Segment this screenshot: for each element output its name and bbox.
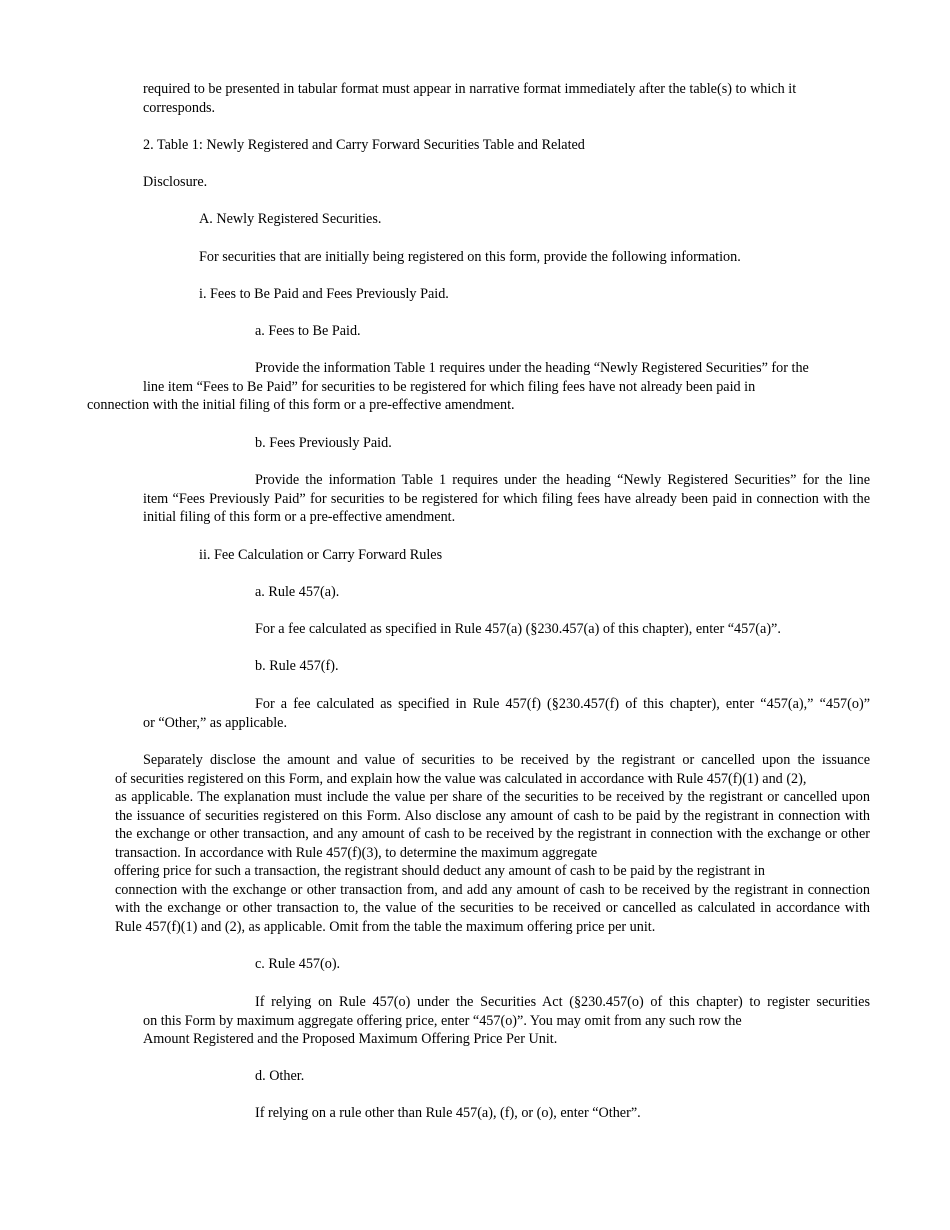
line: connection with the exchange or other transaction from, and add any amount of cash to be received by the registrant in connection with the exchange or other transaction to, the value of the securities to be received or cancelled as calculated in accordance with Rule 457(f)(1) and (2), as applicable. Omit from the table the maximum offering price per unit.: [115, 881, 870, 935]
line: offering price for such a transaction, the registrant should deduct any amount of cash to be paid by the registrant in: [114, 863, 765, 879]
line: as applicable. The explanation must include the value per share of the securities to be received by the registrant or cancelled upon the issuance of securities registered on this Form. Also disclose any amount of cash to be paid by the registrant in connection with the exchange or other transaction, and any amount of cash to be received by the registrant in connection with the exchange or other transaction. In accordance with Rule 457(f)(3), to determine the maximum aggregate: [115, 789, 870, 861]
line: For a fee calculated as specified in Rule 457(f) (§230.457(f) of this chapter), enter “457(a),” “457(o)”: [255, 696, 870, 712]
subheading-fees-to-be-paid-and-previously-paid: i. Fees to Be Paid and Fees Previously Paid.: [199, 286, 449, 302]
subheading-other: d. Other.: [255, 1068, 305, 1084]
paragraph-tabular-format: [87, 80, 870, 117]
line: of securities registered on this Form, and explain how the value was calculated in accordance with Rule 457(f)(1) and (2),: [115, 770, 807, 787]
paragraph-separately-disclose: [87, 751, 870, 936]
paragraph-rule-457o: [87, 993, 870, 1049]
paragraph-fees-previously-paid: [87, 471, 870, 527]
line: Separately disclose the amount and value of securities to be received by the registrant or cancelled upon the issuance: [143, 752, 870, 768]
subheading-newly-registered: A. Newly Registered Securities.: [199, 211, 382, 227]
line: connection with the initial filing of this form or a pre-effective amendment.: [87, 397, 515, 413]
line: Provide the information Table 1 requires under the heading “Newly Registered Securities” for the: [255, 360, 809, 376]
subheading-fees-previously-paid: b. Fees Previously Paid.: [255, 435, 392, 451]
paragraph-rule-457f: [87, 695, 870, 732]
line: line item “Fees to Be Paid” for securities to be registered for which filing fees have not already been paid in: [143, 378, 756, 395]
subheading-rule-457o: c. Rule 457(o).: [255, 956, 341, 972]
line: Amount Registered and the Proposed Maximum Offering Price Per Unit.: [143, 1031, 558, 1047]
line: item “Fees Previously Paid” for securities to be registered for which filing fees have already been paid in connection with the initial filing of this form or a pre-effective amendment.: [143, 490, 870, 525]
subheading-rule-457a: a. Rule 457(a).: [255, 584, 340, 600]
paragraph-fees-to-be-paid: [87, 359, 870, 415]
line: on this Form by maximum aggregate offering price, enter “457(o)”. You may omit from any such row the: [143, 1012, 742, 1029]
paragraph-rule-457a: For a fee calculated as specified in Rule 457(a) (§230.457(a) of this chapter), enter “457(a)”.: [255, 621, 781, 637]
line: If relying on Rule 457(o) under the Securities Act (§230.457(o) of this chapter) to register securities: [255, 994, 870, 1010]
section-heading-table-1: 2. Table 1: Newly Registered and Carry Forward Securities Table and Related: [143, 137, 585, 153]
line: required to be presented in tabular format must appear in narrative format immediately after the table(s) to which it corresponds.: [143, 81, 797, 116]
section-heading-disclosure: Disclosure.: [143, 174, 208, 190]
subheading-rule-457f: b. Rule 457(f).: [255, 658, 339, 674]
line: Provide the information Table 1 requires under the heading “Newly Registered Securities” for the line: [255, 472, 870, 488]
paragraph-initially-registered: For securities that are initially being registered on this form, provide the following information.: [199, 249, 741, 265]
line: or “Other,” as applicable.: [143, 714, 287, 731]
subheading-fee-calculation-rules: ii. Fee Calculation or Carry Forward Rules: [199, 547, 443, 563]
subheading-fees-to-be-paid: a. Fees to Be Paid.: [255, 323, 361, 339]
paragraph-other: If relying on a rule other than Rule 457(a), (f), or (o), enter “Other”.: [255, 1105, 641, 1121]
